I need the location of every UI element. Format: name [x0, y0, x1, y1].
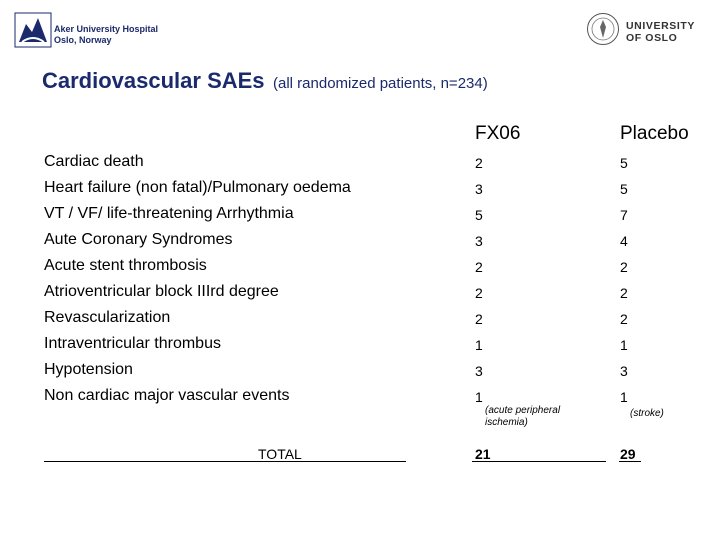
- fx06-note-line1: (acute peripheral: [485, 405, 561, 416]
- university-oslo-logo: [586, 12, 706, 48]
- row-label: VT / VF/ life-threatening Arrhythmia: [44, 205, 294, 222]
- logo-right-line2: OF OSLO: [626, 32, 678, 44]
- placebo-note: (stroke): [630, 408, 664, 419]
- fx06-value: 3: [475, 181, 483, 197]
- row-label: Acute stent thrombosis: [44, 257, 207, 274]
- aker-hospital-logo: [14, 12, 174, 48]
- total-rule-fx06: [472, 461, 606, 462]
- logo-right-line1: UNIVERSITY: [626, 20, 696, 32]
- row-label: Atrioventricular block IIIrd degree: [44, 283, 279, 300]
- placebo-value: 5: [620, 181, 628, 197]
- column-header-fx06: FX06: [475, 123, 521, 144]
- fx06-value: 3: [475, 233, 483, 249]
- row-label: Non cardiac major vascular events: [44, 387, 290, 404]
- placebo-value: 4: [620, 233, 628, 249]
- placebo-value: 7: [620, 207, 628, 223]
- title-subtitle: (all randomized patients, n=234): [273, 75, 488, 92]
- fx06-value: 2: [475, 311, 483, 327]
- row-label: Hypotension: [44, 361, 133, 378]
- total-fx06: 21: [475, 446, 491, 462]
- placebo-value: 2: [620, 259, 628, 275]
- fx06-value: 2: [475, 155, 483, 171]
- fx06-value: 1: [475, 389, 483, 405]
- aker-hospital-emblem-icon: [14, 12, 52, 48]
- placebo-value: 5: [620, 155, 628, 171]
- fx06-value: 3: [475, 363, 483, 379]
- logo-left-line2: Oslo, Norway: [54, 35, 112, 45]
- placebo-value: 2: [620, 311, 628, 327]
- university-seal-icon: [586, 12, 620, 46]
- row-label: Intraventricular thrombus: [44, 335, 221, 352]
- title-main: Cardiovascular SAEs: [42, 68, 265, 93]
- row-label: Cardiac death: [44, 153, 144, 170]
- placebo-value: 1: [620, 389, 628, 405]
- fx06-value: 1: [475, 337, 483, 353]
- placebo-value: 1: [620, 337, 628, 353]
- row-label: Revascularization: [44, 309, 171, 326]
- row-label: Heart failure (non fatal)/Pulmonary oedema: [44, 179, 351, 196]
- column-header-placebo: Placebo: [620, 123, 689, 144]
- slide-title: [42, 68, 488, 94]
- total-label: TOTAL: [258, 446, 302, 462]
- fx06-note-line2: ischemia): [485, 417, 528, 428]
- fx06-note: [485, 405, 560, 429]
- total-placebo: 29: [620, 446, 636, 462]
- fx06-value: 2: [475, 285, 483, 301]
- row-label: Aute Coronary Syndromes: [44, 231, 233, 248]
- fx06-value: 2: [475, 259, 483, 275]
- placebo-value: 2: [620, 285, 628, 301]
- logo-left-line1: Aker University Hospital: [54, 24, 159, 34]
- fx06-value: 5: [475, 207, 483, 223]
- total-rule-left: [44, 461, 406, 462]
- placebo-value: 3: [620, 363, 628, 379]
